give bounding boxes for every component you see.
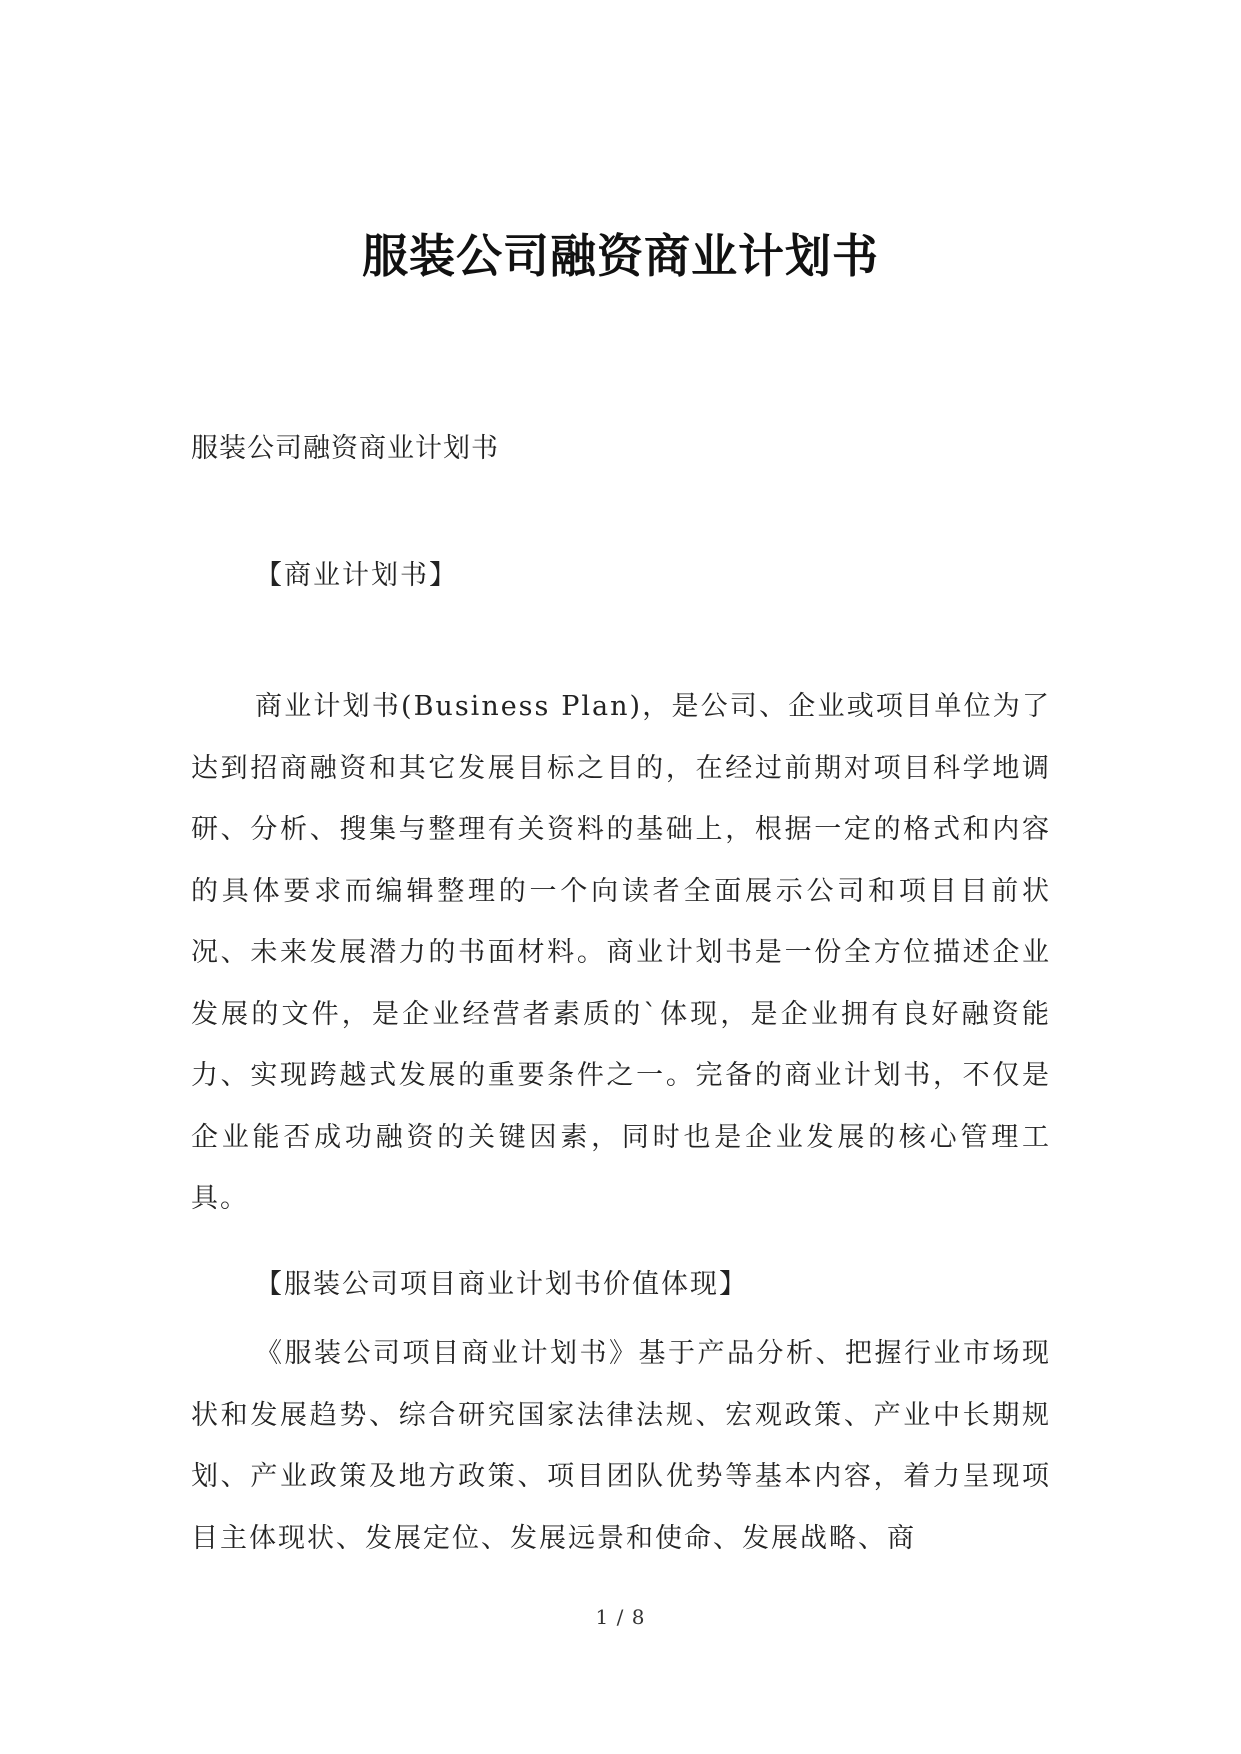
paragraph-business-plan-definition: 商业计划书(Business Plan)，是公司、企业或项目单位为了达到招商融资和其它发展目标之目的，在经过前期对项目科学地调研、分析、搜集与整理有关资料的基础上，根据一定的格式和内容的具体要求而编辑整理的一个向读者全面展示公司和项目目前状况、未来发展潜力的书面材料。商业计划书是一份全方位描述企业发展的文件，是企业经营者素质的`体现，是企业拥有良好融资能力、实现跨越式发展的重要条件之一。完备的商业计划书，不仅是企业能否成功融资的关键因素，同时也是企业发展的核心管理工具。 [191, 691, 1051, 1214]
section-heading-value: 【服装公司项目商业计划书价值体现】 [255, 1269, 748, 1300]
page-title: 服装公司融资商业计划书 [362, 229, 879, 283]
paragraph-value-description: 《服装公司项目商业计划书》基于产品分析、把握行业市场现状和发展趋势、综合研究国家法律法规、宏观政策、产业中长期规划、产业政策及地方政策、项目团队优势等基本内容，着力呈现项目主体现状、发展定位、发展远景和使命、发展战略、商 [191, 1338, 1051, 1554]
section-heading-business-plan: 【商业计划书】 [255, 560, 458, 591]
page-number: 1 / 8 [595, 1605, 646, 1629]
document-subtitle: 服装公司融资商业计划书 [191, 433, 499, 464]
